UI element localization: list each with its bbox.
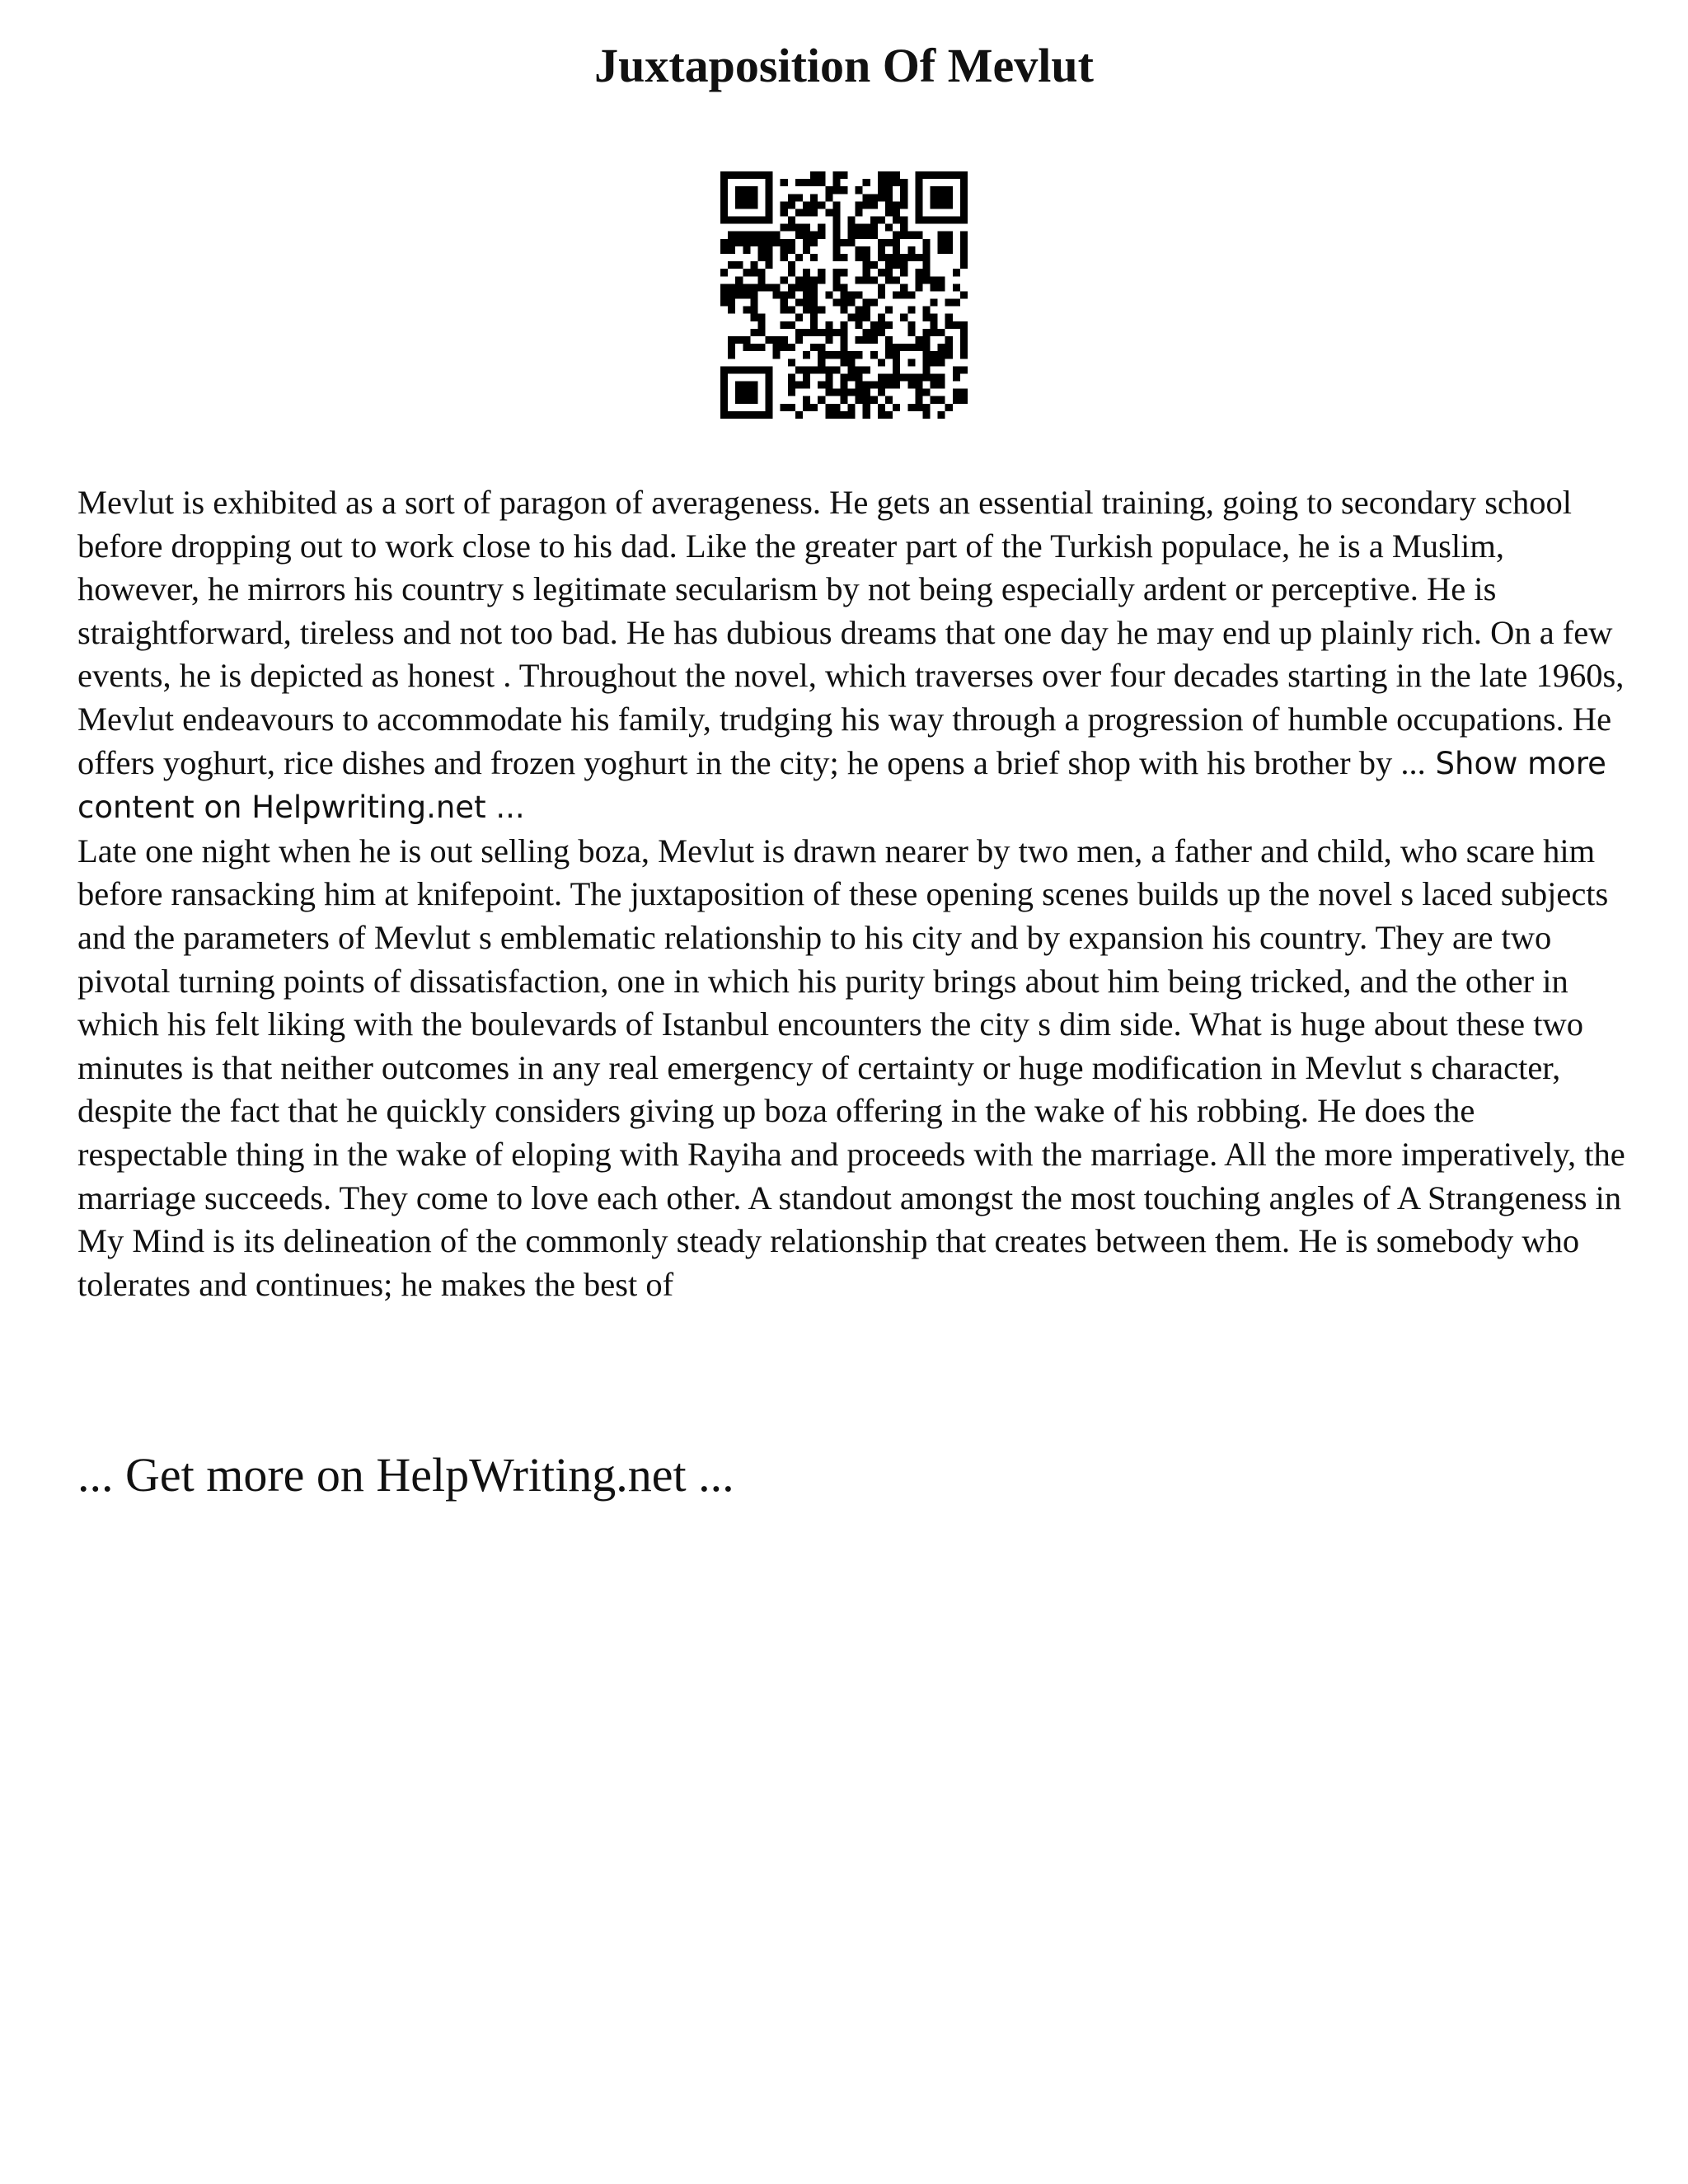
qr-code [720,171,968,419]
article-body [77,481,1627,1306]
article-paragraph-2: Late one night when he is out selling boza, Mevlut is drawn nearer by two men, a father and child, who scare him before ransacking him at knifepoint. The juxtaposition of these opening scenes builds up the novel s laced subjects and the parameters of Mevlut s emblematic relationship to his city and by expansion his country. They are two pivotal turning points of dissatisfaction, one in which his purity brings about him being tricked, and the other in which his felt liking with the boulevards of Istanbul encounters the city s dim side. What is huge about these two minutes is that neither outcomes in any real emergency of certainty or huge modification in Mevlut s character, despite the fact that he quickly considers giving up boza offering in the wake of his robbing. He does the respectable thing in the wake of eloping with Rayiha and proceeds with the marriage. All the more imperatively, the marriage succeeds. They come to love each other. A standout amongst the most touching angles of A Strangeness in My Mind is its delineation of the commonly steady relationship that creates between them. He is somebody who tolerates and continues; he makes the best of [77,832,1625,1303]
paragraph-1-text: Mevlut is exhibited as a sort of paragon of averageness. He gets an essential training, going to secondary school before dropping out to work close to his dad. Like the greater part of the Turkish populace, he is a Muslim, however, he mirrors his country s legitimate secularism by not being especially ardent or perceptive. He is straightforward, tireless and not too bad. He has dubious dreams that one day he may end up plainly rich. On a few events, he is depicted as honest . Throughout the novel, which traverses over four decades starting in the late 1960s, Mevlut endeavours to accommodate his family, trudging his way through a progression of humble occupations. He offers yoghurt, rice dishes and frozen yoghurt in the city; he opens a brief shop with his brother by ... [77,484,1625,781]
article-paragraph-1 [77,481,1627,830]
qr-code-graphic [720,171,968,419]
document-title: Juxtaposition Of Mevlut [594,39,1094,92]
show-more-link[interactable]: Show more content on Helpwriting.net ... [77,745,1606,826]
get-more-link[interactable]: ... Get more on HelpWriting.net ... [77,1448,734,1502]
